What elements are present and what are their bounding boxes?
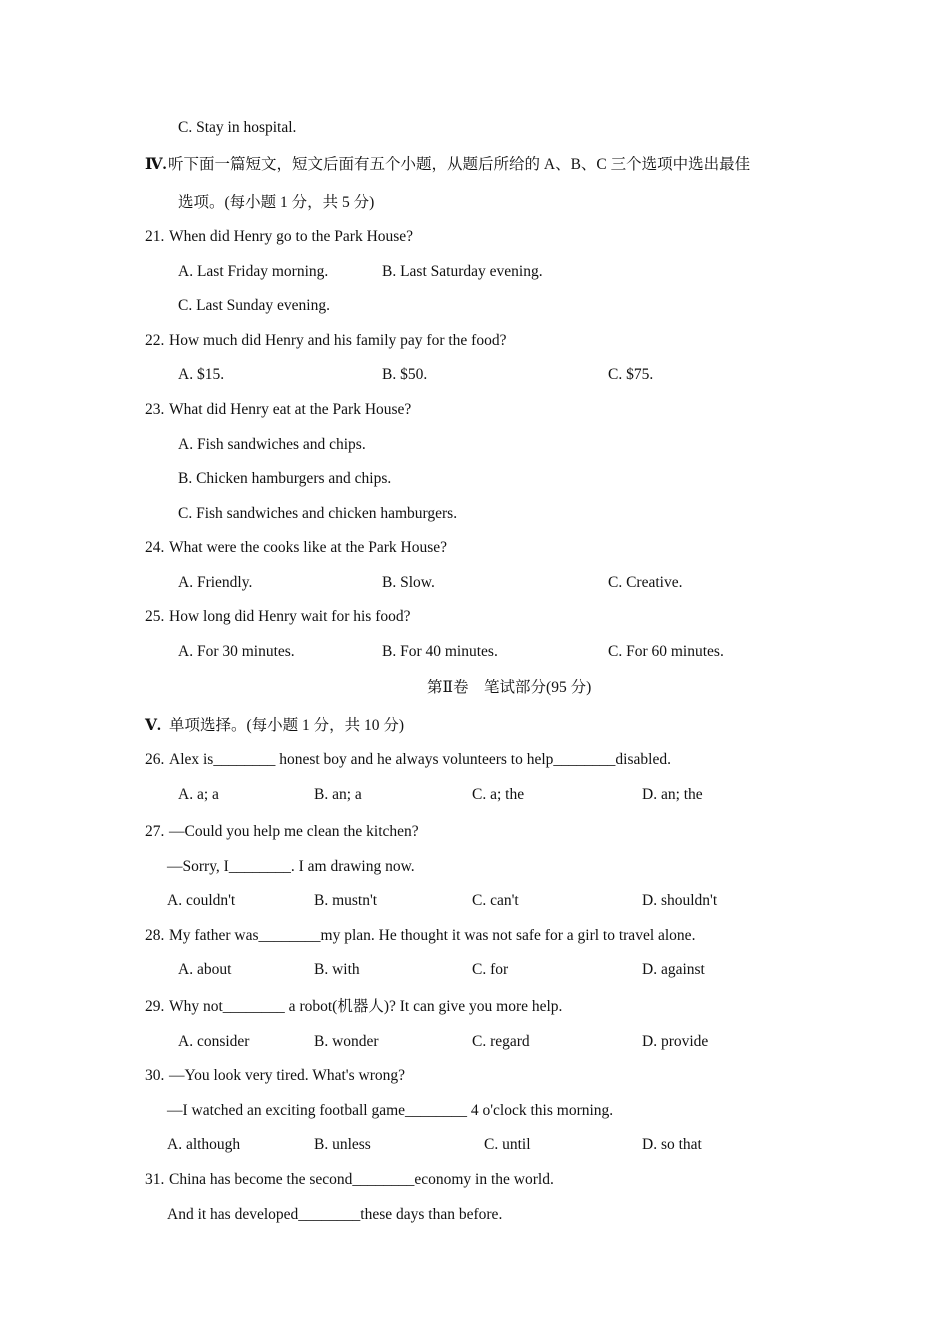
q21-option-a: A. Last Friday morning. xyxy=(178,263,329,280)
question-25-number: 25. xyxy=(145,608,165,625)
question-28-number: 28. xyxy=(145,927,165,944)
q30-option-a: A. although xyxy=(167,1136,241,1153)
section-5-numeral: Ⅴ. xyxy=(145,717,161,734)
q24-option-c: C. Creative. xyxy=(608,574,683,591)
q22-option-c: C. $75. xyxy=(608,366,654,383)
q22-option-b: B. $50. xyxy=(382,366,428,383)
question-28-stem: My father was________my plan. He thought it was not safe for a girl to travel alone. xyxy=(169,927,696,944)
question-29-stem: Why not________ a robot(机器人)? It can give you more help. xyxy=(169,998,563,1015)
question-30-reply: —I watched an exciting football game________ 4 o'clock this morning. xyxy=(167,1102,614,1119)
q25-option-c: C. For 60 minutes. xyxy=(608,643,724,660)
q29-option-d: D. provide xyxy=(642,1033,709,1050)
question-27-number: 27. xyxy=(145,823,165,840)
question-30-number: 30. xyxy=(145,1067,165,1084)
q30-option-b: B. unless xyxy=(314,1136,371,1153)
question-22-number: 22. xyxy=(145,332,165,349)
question-30-stem: —You look very tired. What's wrong? xyxy=(169,1067,405,1084)
q29-option-b: B. wonder xyxy=(314,1033,379,1050)
section-4-instruction: 听下面一篇短文，短文后面有五个小题，从题后所给的 A、B、C 三个选项中选出最佳 xyxy=(168,156,751,173)
question-23-number: 23. xyxy=(145,401,165,418)
question-23-stem: What did Henry eat at the Park House? xyxy=(169,401,412,418)
q26-option-b: B. an; a xyxy=(314,786,362,803)
q27-option-a: A. couldn't xyxy=(167,892,236,909)
q21-option-b: B. Last Saturday evening. xyxy=(382,263,543,280)
q23-option-a: A. Fish sandwiches and chips. xyxy=(178,436,366,453)
q26-option-a: A. a; a xyxy=(178,786,219,803)
q26-option-d: D. an; the xyxy=(642,786,703,803)
q26-option-c: C. a; the xyxy=(472,786,525,803)
q27-option-d: D. shouldn't xyxy=(642,892,718,909)
section-4-instruction-cont: 选项。(每小题 1 分，共 5 分) xyxy=(178,194,375,211)
question-27-stem: —Could you help me clean the kitchen? xyxy=(169,823,419,840)
question-27-reply: —Sorry, I________. I am drawing now. xyxy=(167,858,415,875)
section-5-instruction: 单项选择。(每小题 1 分，共 10 分) xyxy=(169,717,405,734)
q27-option-c: C. can't xyxy=(472,892,519,909)
q28-option-b: B. with xyxy=(314,961,360,978)
question-31-stem: China has become the second________economy in the world. xyxy=(169,1171,554,1188)
q25-option-b: B. For 40 minutes. xyxy=(382,643,498,660)
q22-option-a: A. $15. xyxy=(178,366,225,383)
question-26-stem: Alex is________ honest boy and he always volunteers to help________disabled. xyxy=(169,751,671,768)
q30-option-c: C. until xyxy=(484,1136,531,1153)
question-24-stem: What were the cooks like at the Park House? xyxy=(169,539,448,556)
q25-option-a: A. For 30 minutes. xyxy=(178,643,295,660)
question-22-stem: How much did Henry and his family pay for the food? xyxy=(169,332,507,349)
q21-option-c: C. Last Sunday evening. xyxy=(178,297,330,314)
question-24-number: 24. xyxy=(145,539,165,556)
question-25-stem: How long did Henry wait for his food? xyxy=(169,608,411,625)
q24-option-b: B. Slow. xyxy=(382,574,435,591)
part-2-heading: 第Ⅱ卷 笔试部分(95 分) xyxy=(427,679,592,696)
q29-option-c: C. regard xyxy=(472,1033,530,1050)
q28-option-a: A. about xyxy=(178,961,232,978)
q30-option-d: D. so that xyxy=(642,1136,702,1153)
question-29-number: 29. xyxy=(145,998,165,1015)
question-31-stem-cont: And it has developed________these days than before. xyxy=(167,1206,503,1223)
section-4-numeral: Ⅳ. xyxy=(145,156,167,173)
q23-option-b: B. Chicken hamburgers and chips. xyxy=(178,470,392,487)
q24-option-a: A. Friendly. xyxy=(178,574,253,591)
question-31-number: 31. xyxy=(145,1171,165,1188)
q29-option-a: A. consider xyxy=(178,1033,250,1050)
question-21-stem: When did Henry go to the Park House? xyxy=(169,228,414,245)
q28-option-d: D. against xyxy=(642,961,705,978)
question-21-number: 21. xyxy=(145,228,165,245)
option-c-previous: C. Stay in hospital. xyxy=(178,119,297,136)
q23-option-c: C. Fish sandwiches and chicken hamburgers. xyxy=(178,505,458,522)
q27-option-b: B. mustn't xyxy=(314,892,378,909)
q28-option-c: C. for xyxy=(472,961,509,978)
question-26-number: 26. xyxy=(145,751,165,768)
